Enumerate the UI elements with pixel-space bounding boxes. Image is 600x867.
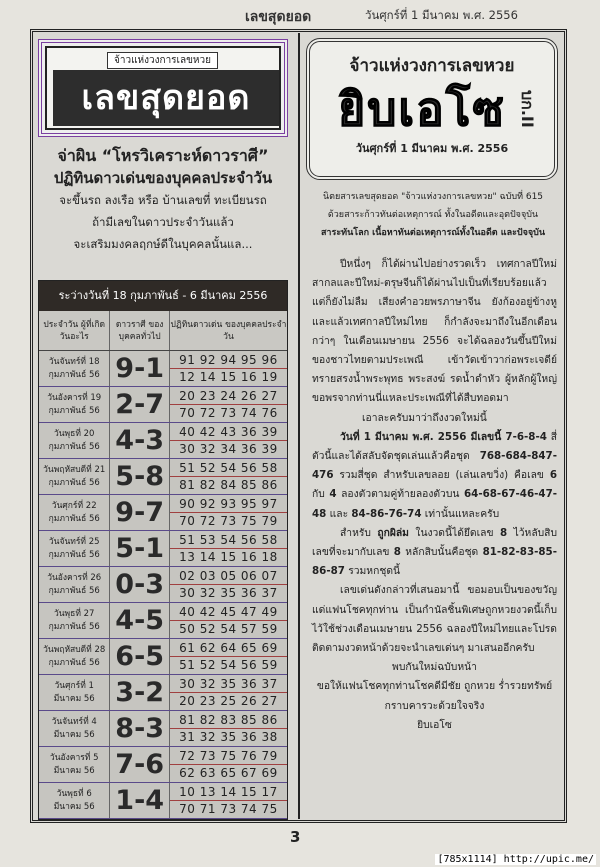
row-numbers-line: 12 14 15 16 19 [179, 370, 278, 384]
row-day [39, 387, 110, 422]
article-paragraph: เลขเด่นดังกล่าวที่เสนอมานี้ ขอมอบเป็นของขวัญแด่แฟนโชคทุกท่าน เป็นกำนัลชิ้นพิเศษถูกหวยงวดนี้เก็บไว้ใช้ช่วงเดือนเมษายน 2556 ฉลองปีใหม่ไทยและโปรดติดตามงวดหน้าด้วยจะนำเลขเด่นๆ มาเสนออีกครับ [312, 584, 557, 655]
right-logo [306, 38, 558, 180]
bold-text: 84-86-76-74 [351, 507, 422, 520]
table-row [39, 747, 287, 783]
intro-headline: จ่าผิน “โหรวิเคราะห์ดาวราศี” [57, 146, 269, 165]
row-lucky-pair: 7-6 [110, 747, 170, 782]
row-day [39, 351, 110, 386]
table-header [39, 311, 287, 351]
row-numbers-line: 81 82 83 85 86 [170, 712, 287, 729]
table-row [39, 495, 287, 531]
row-numbers-line: 70 72 73 75 79 [179, 514, 278, 528]
row-numbers-line: 72 73 75 76 79 [170, 748, 287, 765]
row-numbers [170, 423, 287, 458]
row-numbers-line: 50 52 54 57 59 [179, 622, 278, 636]
article-paragraph: ปีหนึ่งๆ ก็ได้ผ่านไปอย่างรวดเร็ว เทศกาลปีใหม่สากลและปีใหม่-ตรุษจีนก็ได้ผ่านไปเป็นที่เรียบร้อยแล้ว แต่ก็ยังไม่ลืม เสียงคำอวยพรภาษาจีน ยังก้องอยู่ข้างหู และแล้วเทศกาลปีใหม่ไทย ก็กำลังจะมาถึงในอีกเดือนกว่าๆ ในเดือนเมษายน 2556 จะได้ฉลองวันขึ้นปีใหม่ของชาวไทยตามประเพณี เข้าวัดเข้าวาก่อพระเจดีย์ทรายสรงน้ำพระพุทธ พระสงฆ์ รดน้ำดำหัว ผู้หลักผู้ใหญ่ ขอพรจากท่านนี่แหละประเพณีที่ได้สืบทอดมา [312, 258, 557, 405]
closing-line: พบกันใหม่ฉบับหน้า [392, 661, 477, 674]
table-row [39, 459, 287, 495]
row-lucky-pair: 0-3 [110, 567, 170, 602]
row-numbers-line: 20 23 25 26 27 [179, 694, 278, 708]
table-row [39, 351, 287, 387]
running-header-date: วันศุกร์ที่ 1 มีนาคม พ.ศ. 2556 [365, 8, 518, 22]
row-day [39, 639, 110, 674]
row-lucky-pair: 5-1 [110, 531, 170, 566]
left-column [34, 33, 292, 819]
table-row [39, 387, 287, 423]
row-day [39, 423, 110, 458]
row-day-name: วันอังคารที่ 5 [49, 752, 99, 763]
row-day-name: วันอังคารที่ 19 [47, 392, 102, 403]
row-numbers-line: 40 42 43 36 39 [170, 424, 287, 441]
row-numbers [170, 639, 287, 674]
row-day-name: วันพฤหัสบดีที่ 21 [43, 464, 106, 475]
table-row [39, 423, 287, 459]
bold-text: 4 [329, 488, 337, 501]
left-logo-title: เลขสุดยอด [53, 70, 279, 126]
row-day [39, 531, 110, 566]
row-day-month: กุมภาพันธ์ 56 [48, 369, 100, 380]
table-date-range: ระว่างวันที่ 18 กุมภาพันธ์ - 6 มีนาคม 2556 [39, 281, 287, 311]
bold-text: 6 [549, 469, 557, 482]
table-row [39, 783, 287, 819]
row-numbers-line: 13 14 15 16 18 [179, 550, 278, 564]
row-day-month: กุมภาพันธ์ 56 [48, 477, 100, 488]
page-number: 3 [290, 828, 301, 846]
magazine-info [304, 188, 562, 242]
intro-subheadline: ปฏิทินดาวเด่นของบุคคลประจำวัน [53, 169, 273, 187]
table-row [39, 531, 287, 567]
row-day-month: กุมภาพันธ์ 56 [48, 441, 100, 452]
row-numbers-line: 70 71 73 74 75 [179, 802, 278, 816]
text: ไว้หลับสิบเลขที่จะมากับเลข [312, 526, 557, 559]
left-logo [38, 39, 288, 137]
row-day-month: มีนาคม 56 [53, 693, 95, 704]
row-day [39, 603, 110, 638]
row-day-name: วันจันทร์ที่ 18 [48, 356, 100, 367]
row-numbers [170, 351, 287, 386]
row-numbers [170, 603, 287, 638]
row-numbers [170, 711, 287, 746]
row-numbers [170, 567, 287, 602]
table-row [39, 711, 287, 747]
row-day [39, 495, 110, 530]
row-numbers-line: 61 62 64 65 69 [170, 640, 287, 657]
row-numbers-line: 40 42 45 47 49 [170, 604, 287, 621]
running-header-title: เลขสุดยอด [245, 9, 312, 25]
text: สำหรับ [340, 526, 378, 539]
table-row [39, 603, 287, 639]
row-lucky-pair: 3-2 [110, 675, 170, 710]
watermark: [785x1114] http://upic.me/ [437, 854, 594, 865]
right-column [298, 33, 563, 819]
row-numbers-line: 62 63 65 67 69 [179, 766, 278, 780]
row-numbers [170, 459, 287, 494]
row-day [39, 675, 110, 710]
bold-text: 8 [393, 546, 401, 559]
article-paragraph [312, 524, 557, 582]
row-day-name: วันศุกร์ที่ 1 [54, 680, 94, 691]
row-numbers-line: 20 23 24 26 27 [170, 388, 287, 405]
row-day-month: มีนาคม 56 [53, 729, 95, 740]
text: รวมสี่ชุด สำหรับเลขลอย (เล่นเลขวิ่ง) คือเลข [333, 469, 550, 482]
text: สี่ตัวนี้และได้สลับจัดชุดเล่นแล้วคือชุด [312, 430, 558, 463]
row-day-name: วันจันทร์ที่ 25 [48, 536, 100, 547]
row-numbers-line: 70 72 73 74 76 [179, 406, 278, 420]
article-paragraph: เอาละครับมาว่าถึงงวดใหม่นี้ [362, 411, 487, 424]
table-row [39, 675, 287, 711]
bold-text: 768-684-847-476 [312, 450, 557, 482]
row-lucky-pair: 5-8 [110, 459, 170, 494]
row-day-month: กุมภาพันธ์ 56 [48, 405, 100, 416]
row-numbers-line: 02 03 05 06 07 [170, 568, 287, 585]
row-day [39, 711, 110, 746]
text: กับ [312, 488, 330, 501]
row-numbers [170, 495, 287, 530]
row-numbers [170, 675, 287, 710]
info-line: สาระทันโลก เนื้อหาทันต่อเหตุการณ์ทั้งในอดีต และปัจจุบัน [320, 228, 546, 238]
row-day-name: วันอังคารที่ 26 [47, 572, 102, 583]
row-day-name: วันพุธที่ 27 [53, 608, 95, 619]
row-day-name: วันพุธที่ 6 [56, 788, 92, 799]
col-header-pair: ดาวราศี ของบุคคลทั่วไป [110, 311, 170, 350]
row-numbers-line: 90 92 93 95 97 [170, 496, 287, 513]
table-body [39, 351, 287, 819]
row-day-month: กุมภาพันธ์ 56 [48, 621, 100, 632]
left-logo-tag: จ้าวแห่งวงการเลขหวย [107, 52, 218, 69]
row-day-name: วันศุกร์ที่ 22 [51, 500, 97, 511]
text: และ [326, 507, 352, 520]
row-lucky-pair: 8-3 [110, 711, 170, 746]
text: ในงวดนี้ได้ยึดเลข [408, 526, 500, 539]
bold-text: 8 [499, 526, 508, 539]
row-lucky-pair: 2-7 [110, 387, 170, 422]
row-numbers-line: 91 92 94 95 96 [170, 352, 287, 369]
intro-block [38, 145, 288, 255]
bold-text: 64-68-67-46-47-48 [312, 488, 558, 520]
row-day-month: กุมภาพันธ์ 56 [48, 549, 100, 560]
row-lucky-pair: 1-4 [110, 783, 170, 818]
closing-line: ขอให้แฟนโชคทุกท่านโชคดีมีชัย ถูกหวย ร่ำรวยทรัพย์ [316, 680, 553, 693]
article-body [312, 255, 557, 735]
row-day [39, 783, 110, 818]
row-numbers [170, 783, 287, 818]
row-lucky-pair: 4-3 [110, 423, 170, 458]
row-numbers-line: 81 82 84 85 86 [179, 478, 278, 492]
info-line: นิตยสารเลขสุดยอด "จ้าวแห่งวงการเลขหวย" ฉบับที่ 615 [322, 192, 544, 202]
row-numbers-line: 30 32 35 36 37 [179, 586, 278, 600]
text: เท่านั้นแหละครับ [421, 507, 500, 520]
row-numbers [170, 387, 287, 422]
row-numbers-line: 30 32 35 36 37 [170, 676, 287, 693]
right-logo-title: ยิบเอโซ [338, 82, 506, 136]
row-numbers-line: 30 32 34 36 39 [179, 442, 278, 456]
row-day-month: กุมภาพันธ์ 56 [48, 585, 100, 596]
bold-text: 81-82-83-85-86-87 [312, 546, 557, 578]
row-day-month: มีนาคม 56 [53, 765, 95, 776]
row-numbers-line: 31 32 35 36 38 [179, 730, 278, 744]
row-lucky-pair: 6-5 [110, 639, 170, 674]
table-row [39, 567, 287, 603]
table-row [39, 639, 287, 675]
row-numbers [170, 747, 287, 782]
text: รวมหกชุดนี้ [344, 565, 401, 578]
text: หลักสิบนั้นคือชุด [400, 546, 483, 559]
intro-text: จะขึ้นรถ ลงเรือ หรือ บ้านเลขที่ ทะเบียนรถ [59, 193, 267, 207]
row-lucky-pair: 9-1 [110, 351, 170, 386]
row-day [39, 747, 110, 782]
row-day [39, 567, 110, 602]
row-day-name: วันพุธที่ 20 [53, 428, 95, 439]
row-day-name: วันจันทร์ที่ 4 [51, 716, 97, 727]
bold-text: ถูกผิล่ม [377, 526, 409, 539]
col-header-day: ประจำวัน ผู้ที่เกิดวันอะไร [39, 311, 110, 350]
row-lucky-pair: 4-5 [110, 603, 170, 638]
closing-line: กราบคารวะด้วยใจจริง [384, 699, 485, 712]
intro-text: จะเสริมมงคลฤกษ์ดีในบุคคลนั้นแล... [73, 237, 253, 251]
right-logo-tagline: จ้าวแห่งวงการเลขหวย [349, 56, 515, 76]
row-numbers-line: 51 52 54 56 59 [179, 658, 278, 672]
row-day-name: วันพฤหัสบดีที่ 28 [43, 644, 106, 655]
row-day [39, 459, 110, 494]
row-numbers-line: 51 52 54 56 58 [170, 460, 287, 477]
row-numbers-line: 51 53 54 56 58 [170, 532, 287, 549]
author-signature: ยิบเอโซ [417, 718, 452, 731]
text: ลองตัวตามคู่ท้ายลองตัวบน [336, 488, 464, 501]
row-numbers [170, 531, 287, 566]
col-header-numbers: ปฏิทินดาวเด่น ของบุคคลประจำวัน [170, 319, 287, 342]
article-paragraph [312, 428, 557, 524]
row-day-month: กุมภาพันธ์ 56 [48, 657, 100, 668]
right-logo-date: วันศุกร์ที่ 1 มีนาคม พ.ศ. 2556 [355, 142, 509, 155]
bold-text: วันที่ 1 มีนาคม พ.ศ. 2556 มีเลขนี้ 7-6-8-4 [340, 430, 547, 443]
row-day-month: มีนาคม 56 [53, 801, 95, 812]
info-line: ด้วยสาระก้าวทันต่อเหตุการณ์ ทั้งในอดีตและอุตปัจจุบัน [327, 210, 539, 220]
row-numbers-line: 10 13 14 15 17 [170, 784, 287, 801]
intro-text: ถ้ามีเลขในดาวประจำวันแล้ว [92, 215, 234, 229]
right-logo-edition: บก.II [518, 90, 537, 128]
row-lucky-pair: 9-7 [110, 495, 170, 530]
row-day-month: กุมภาพันธ์ 56 [48, 513, 100, 524]
lucky-number-table [38, 280, 288, 820]
